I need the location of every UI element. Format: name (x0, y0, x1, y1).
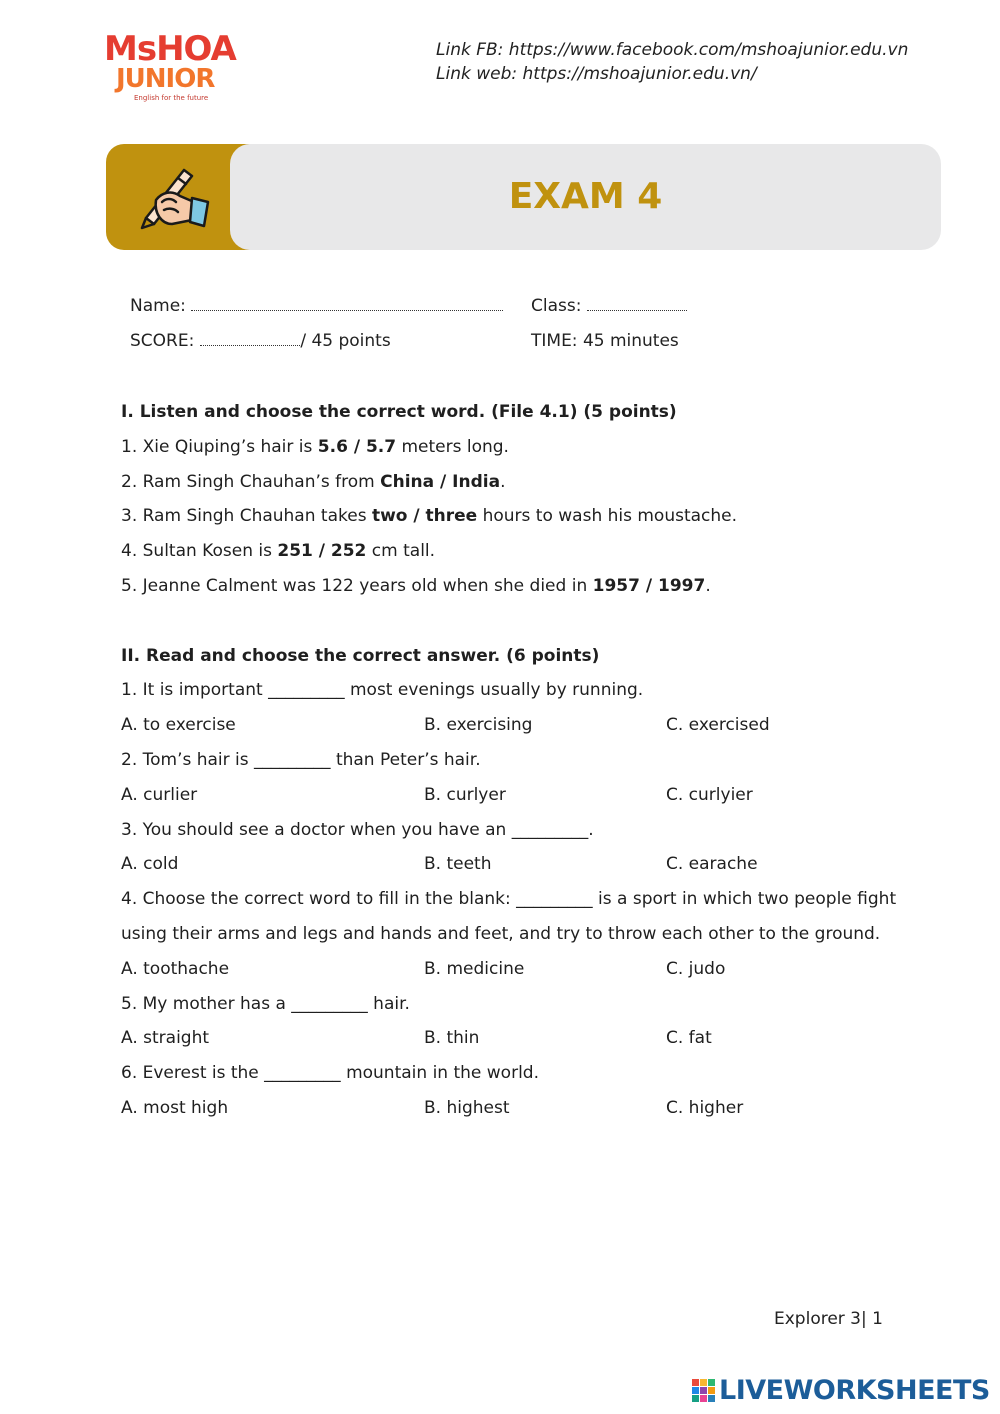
option-b[interactable]: B. curlyer (424, 784, 506, 805)
options-row (121, 847, 901, 882)
section-1-heading: I. Listen and choose the correct word. (File 4.1) (5 points) (121, 402, 677, 422)
options-row (121, 952, 901, 987)
logo-grid-cell (708, 1395, 715, 1402)
option-b[interactable]: B. teeth (424, 854, 492, 875)
option-c[interactable]: C. exercised (666, 715, 770, 736)
item-text: 3. Ram Singh Chauhan takes (121, 506, 372, 527)
time-info: TIME: 45 minutes (531, 331, 679, 351)
name-label: Name: (130, 296, 186, 316)
liveworksheets-logo-icon (692, 1379, 715, 1402)
logo-bottom-text: JUNIOR (116, 64, 215, 94)
section-spacer (121, 604, 901, 639)
option-b[interactable]: B. medicine (424, 958, 525, 979)
option-b[interactable]: B. highest (424, 1097, 510, 1118)
class-field[interactable] (531, 296, 687, 316)
item-text: 5. Jeanne Calment was 122 years old when she died in (121, 575, 593, 596)
answer-choice[interactable]: 5.6 / 5.7 (317, 436, 397, 457)
listening-item (121, 499, 901, 534)
logo-grid-cell (700, 1379, 707, 1386)
logo-grid-cell (692, 1379, 699, 1386)
item-text: cm tall. (366, 541, 436, 562)
question-text-continued: using their arms and legs and hands and feet, and try to throw each other to the ground. (121, 923, 881, 944)
option-a[interactable]: A. toothache (121, 958, 230, 979)
answer-choice[interactable]: 251 / 252 (277, 541, 367, 562)
answer-choice[interactable]: China / India (380, 471, 501, 492)
option-c[interactable]: C. higher (666, 1097, 744, 1118)
item-text: hours to wash his moustache. (477, 506, 738, 527)
logo-top-text: MsHOA (104, 29, 236, 69)
option-b[interactable]: B. thin (424, 1028, 480, 1049)
item-text: . (705, 575, 711, 596)
option-a[interactable]: A. cold (121, 854, 179, 875)
option-a[interactable]: A. curlier (121, 784, 198, 805)
class-blank[interactable] (587, 298, 687, 311)
logo-grid-cell (692, 1387, 699, 1394)
score-blank[interactable] (200, 333, 300, 346)
item-text: 1. Xie Qiuping’s hair is (121, 436, 318, 457)
logo-grid-cell (708, 1387, 715, 1394)
logo-grid-cell (692, 1395, 699, 1402)
question-text: 3. You should see a doctor when you have an _________. (121, 819, 594, 840)
section-2-heading: II. Read and choose the correct answer. (6 points) (121, 645, 600, 666)
item-text: 4. Sultan Kosen is (121, 541, 278, 562)
option-b[interactable]: B. exercising (424, 715, 533, 736)
item-text: 2. Ram Singh Chauhan’s from (121, 471, 381, 492)
option-a[interactable]: A. most high (121, 1097, 229, 1118)
answer-choice[interactable]: 1957 / 1997 (592, 575, 706, 596)
option-c[interactable]: C. judo (666, 958, 726, 979)
question-text: 5. My mother has a _________ hair. (121, 993, 410, 1014)
logo-grid-cell (708, 1379, 715, 1386)
logo-tagline: English for the future (134, 94, 209, 102)
option-c[interactable]: C. curlyier (666, 784, 753, 805)
option-a[interactable]: A. to exercise (121, 715, 236, 736)
score-field[interactable] (130, 331, 391, 351)
exam-title: EXAM 4 (508, 176, 663, 217)
listening-item (121, 465, 901, 500)
option-c[interactable]: C. earache (666, 854, 758, 875)
question-text: 2. Tom’s hair is _________ than Peter’s hair. (121, 749, 481, 770)
score-label: SCORE: (130, 331, 195, 351)
mshoa-junior-logo (104, 30, 244, 105)
exam-content (121, 395, 901, 1126)
logo-grid-cell (700, 1387, 707, 1394)
options-row (121, 1021, 901, 1056)
question-text: 4. Choose the correct word to fill in the blank: _________ is a sport in which two people fight (121, 889, 897, 910)
option-a[interactable]: A. straight (121, 1028, 210, 1049)
option-c[interactable]: C. fat (666, 1028, 712, 1049)
question-text: 1. It is important _________ most evenings usually by running. (121, 680, 644, 701)
liveworksheets-wordmark: LIVEWORKSHEETS (719, 1374, 990, 1406)
name-blank[interactable] (191, 298, 503, 311)
name-field[interactable] (130, 296, 503, 316)
header-links (436, 38, 908, 86)
exam-title-banner (106, 144, 941, 250)
question-text: 6. Everest is the _________ mountain in the world. (121, 1063, 539, 1084)
logo-grid-cell (700, 1395, 707, 1402)
listening-item (121, 534, 901, 569)
options-row (121, 708, 901, 743)
answer-choice[interactable]: two / three (371, 506, 478, 527)
page-number: Explorer 3| 1 (774, 1309, 883, 1329)
listening-item (121, 430, 901, 465)
liveworksheets-brand (692, 1374, 990, 1406)
score-suffix: / 45 points (300, 331, 391, 351)
item-text: meters long. (396, 436, 509, 457)
class-label: Class: (531, 296, 582, 316)
hand-writing-pencil-icon (132, 158, 218, 236)
item-text: . (500, 471, 506, 492)
options-row (121, 1091, 901, 1126)
listening-item (121, 569, 901, 604)
website-link[interactable]: Link web: https://mshoajunior.edu.vn/ (436, 64, 757, 84)
facebook-link[interactable]: Link FB: https://www.facebook.com/mshoajunior.edu.vn (436, 40, 909, 60)
options-row (121, 778, 901, 813)
